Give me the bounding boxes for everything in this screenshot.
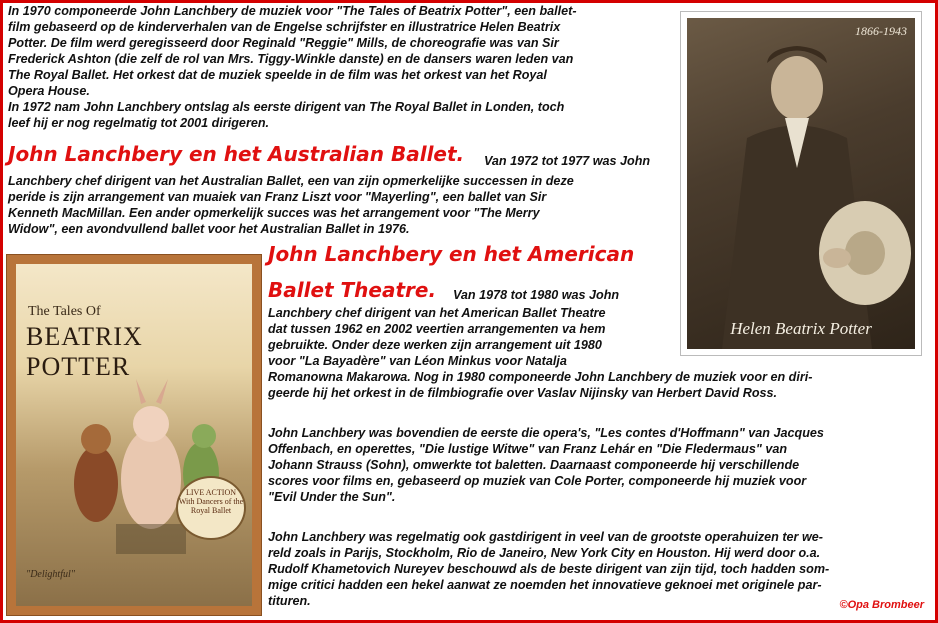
section-heading-american-ballet-cont: Ballet Theatre. <box>268 278 437 302</box>
text-line: "Evil Under the Sun". <box>268 490 396 504</box>
text-line: voor "La Bayadère" van Léon Minkus voor Natalja <box>268 354 567 368</box>
text-line: Johann Strauss (Sohn), omwerkte tot baletten. Daarnaast componeerde hij verschillende <box>268 458 800 472</box>
text-line: Widow", een avondvullend ballet voor het Australian Ballet in 1976. <box>8 222 410 236</box>
text-line: Offenbach, en operettes, "Die lustige Witwe" van Franz Lehár en "Die Fledermaus" van <box>268 442 788 456</box>
text-line: Van 1972 tot 1977 was John <box>484 154 651 168</box>
text-line: dat tussen 1962 en 2002 veertien arrangementen va hem <box>268 322 606 336</box>
text-line: reld zoals in Parijs, Stockholm, Rio de Janeiro, New York City en Houston. Hij werd door o.a. <box>268 546 821 560</box>
text-line: tituren. <box>268 594 311 608</box>
photo-image <box>687 18 915 349</box>
beatrix-potter-photo <box>681 12 921 355</box>
text-line: In 1972 nam John Lanchbery ontslag als eerste dirigent van The Royal Ballet in Londen, toch <box>8 100 565 114</box>
text-line: John Lanchbery was regelmatig ook gastdirigent in veel van de grootste operahuizen ter we- <box>268 530 823 544</box>
text-line: Romanowna Makarowa. Nog in 1980 componeerde John Lanchbery de muziek voor en diri- <box>268 370 813 384</box>
dvd-quote: "Delightful" <box>26 569 75 580</box>
text-line: mige critici hadden een hekel aanwat ze noemden het innovatieve geknoei met originele par- <box>268 578 822 592</box>
text-line: Kenneth MacMillan. Een ander opmerkelijk succes was het arrangement voor "The Merry <box>8 206 540 220</box>
text-line: leef hij er nog regelmatig tot 2001 dirigeren. <box>8 116 270 130</box>
dvd-cover-image <box>16 264 252 606</box>
text-line: peride is zijn arrangement van muaiek van Franz Liszt voor "Mayerling", een ballet van Sir <box>8 190 547 204</box>
section-heading-australian-ballet: John Lanchbery en het Australian Ballet. <box>8 142 465 166</box>
text-line: Lanchbery chef dirigent van het Australian Ballet, een van zijn opmerkelijke successen in deze <box>8 174 574 188</box>
portrait-figure <box>687 18 915 349</box>
text-line: The Royal Ballet. Het orkest dat de muziek speelde in de film was het orkest van het Royal <box>8 68 547 82</box>
text-line: geerde hij het orkest in de filmbiografie over Vaslav Nijinsky van Herbert David Ross. <box>268 386 778 400</box>
copyright-notice: ©Opa Brombeer <box>839 599 924 611</box>
text-line: gebruikte. Onder deze werken zijn arrangement uit 1980 <box>268 338 602 352</box>
photo-years: 1866-1943 <box>855 24 907 38</box>
dvd-title-main: BEATRIX POTTER <box>26 322 143 381</box>
dvd-title-top: The Tales Of <box>28 304 101 319</box>
text-line: John Lanchbery was bovendien de eerste die opera's, "Les contes d'Hoffmann" van Jacques <box>268 426 824 440</box>
text-line: Lanchbery chef dirigent van het American Ballet Theatre <box>268 306 606 320</box>
text-line: film gebaseerd op de kinderverhalen van de Engelse schrijfster en illustratrice Helen Beatrix <box>8 20 561 34</box>
text-line: Rudolf Khametovich Nureyev beschouwd als de beste dirigent van zijn tijd, toch hadden som- <box>268 562 830 576</box>
text-line: In 1970 componeerde John Lanchbery de muziek voor "The Tales of Beatrix Potter", een ballet- <box>8 4 577 18</box>
photo-caption: Helen Beatrix Potter <box>730 319 872 338</box>
text-line: Frederick Ashton (die zelf de rol van Mrs. Tiggy-Winkle danste) en de dansers waren leden van <box>8 52 574 66</box>
text-line: Opera House. <box>8 84 90 98</box>
live-action-badge: LIVE ACTION With Dancers of the Royal Ballet <box>176 476 246 540</box>
section-heading-american-ballet: John Lanchbery en het American <box>268 242 635 266</box>
text-line: Potter. De film werd geregisseerd door Reginald "Reggie" Mills, de choreografie was van Sir <box>8 36 559 50</box>
text-line: Van 1978 tot 1980 was John <box>453 288 620 302</box>
text-line: scores voor films en, gebaseerd op muziek van Cole Porter, componeerde hij muziek voor <box>268 474 807 488</box>
dvd-cover <box>7 255 261 615</box>
